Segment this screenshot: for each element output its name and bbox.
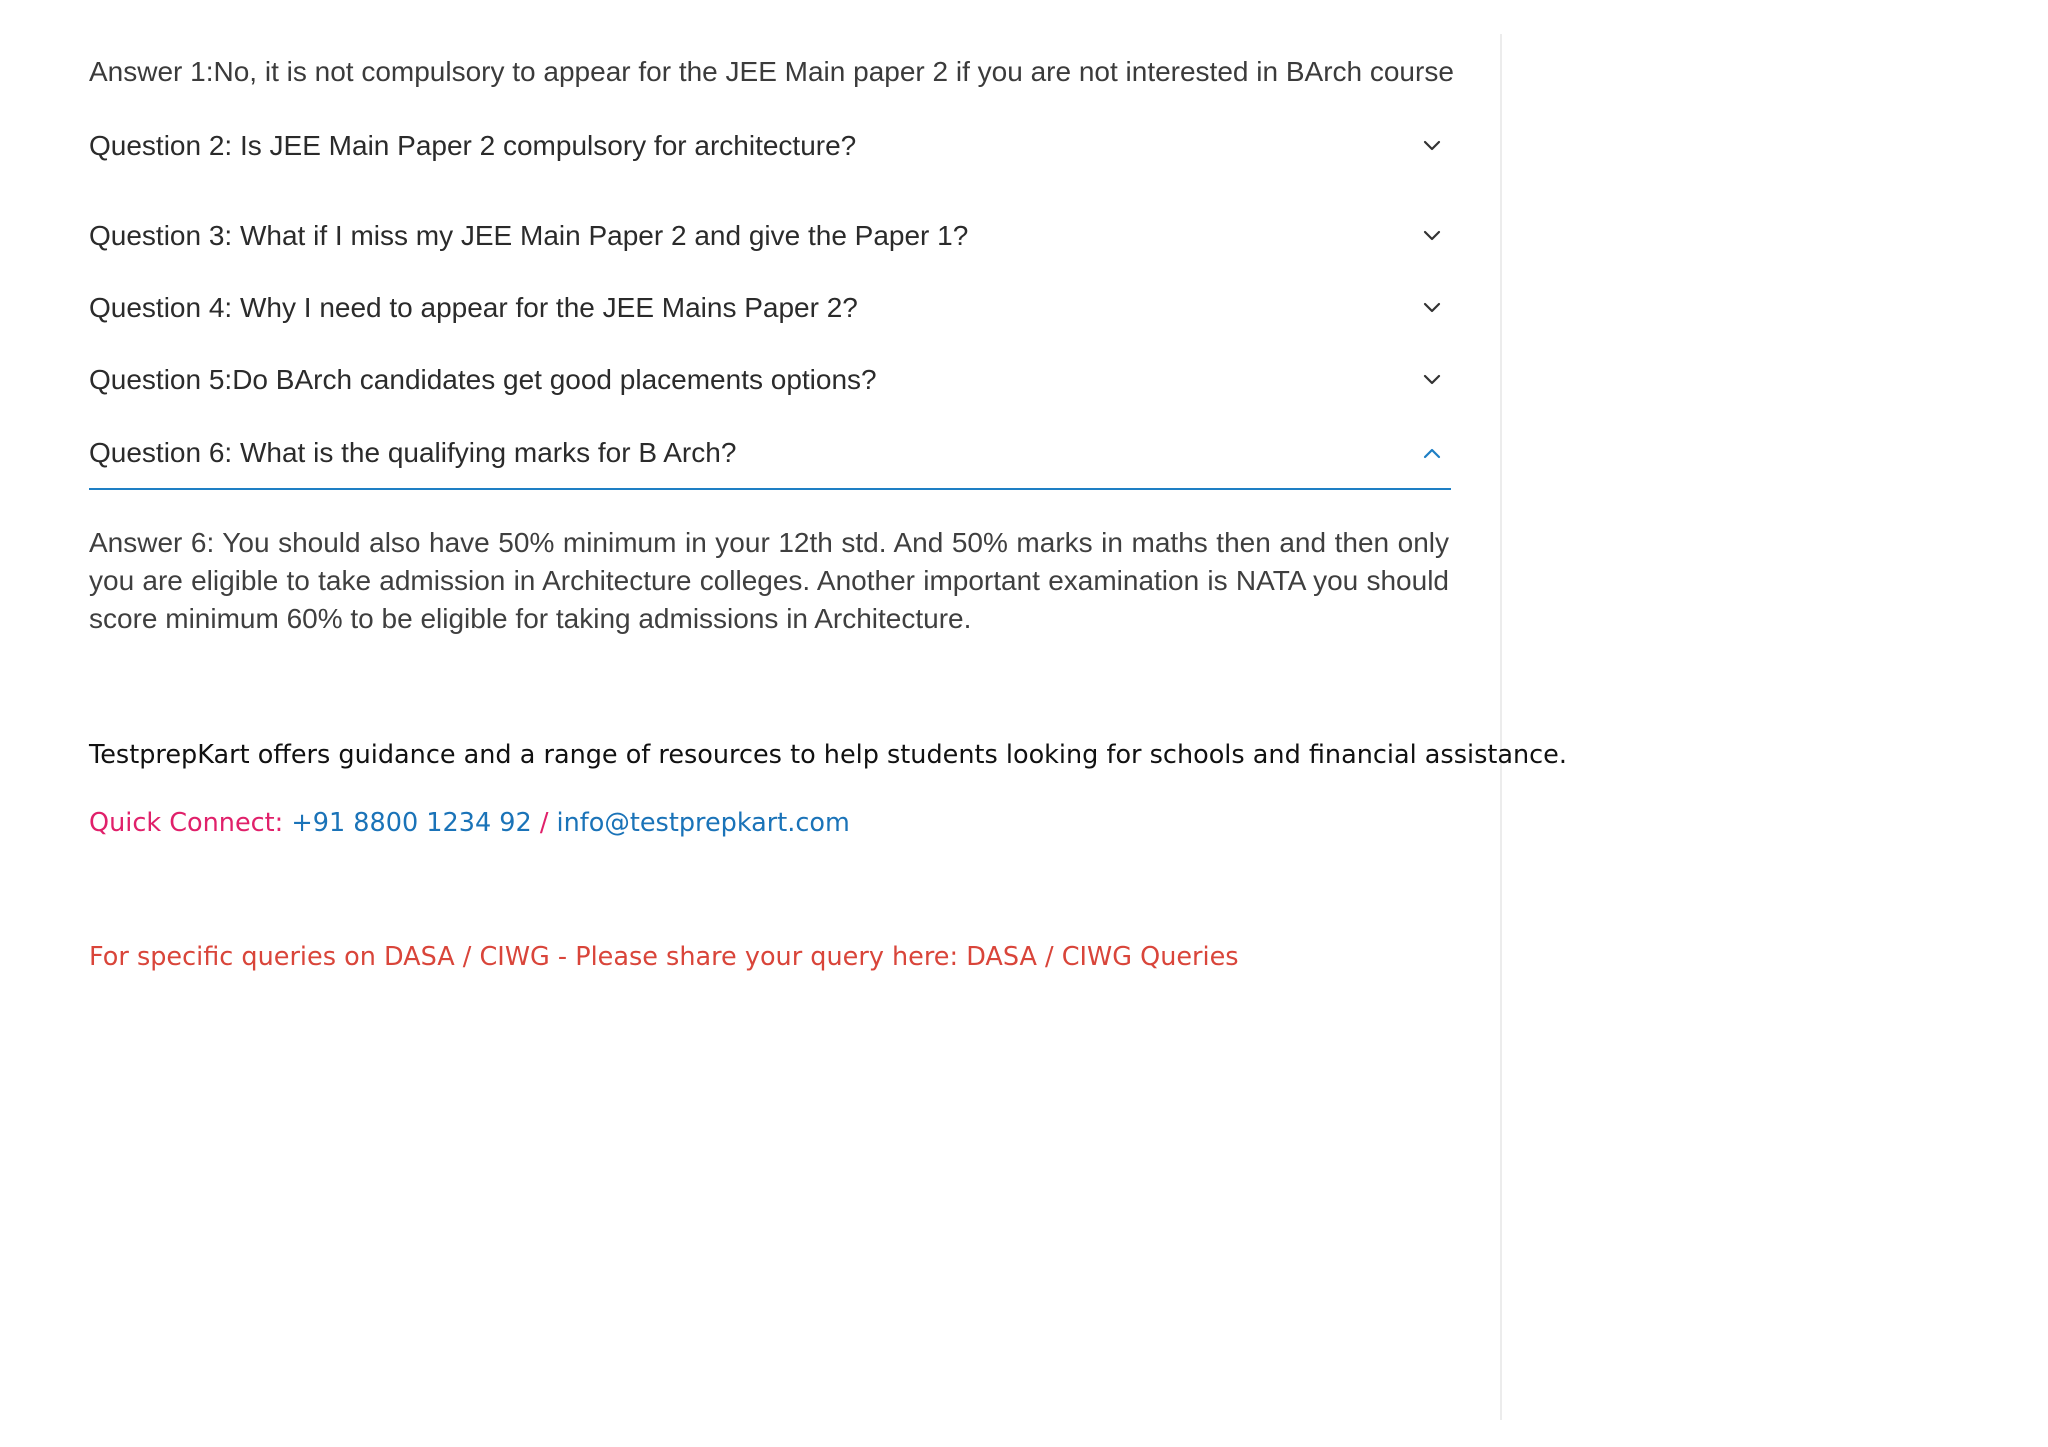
chevron-down-icon[interactable] xyxy=(1417,365,1447,395)
phone-link[interactable]: +91 8800 1234 92 xyxy=(291,808,532,838)
faq-question-2[interactable] xyxy=(89,126,1449,166)
dasa-query-prefix: For specific queries on DASA / CIWG - Please share your query here: xyxy=(89,942,959,972)
offer-text: TestprepKart offers guidance and a range of resources to help students looking for schools and financial assistance. xyxy=(89,740,1567,770)
dasa-query-line xyxy=(89,942,1239,972)
faq-question-3[interactable] xyxy=(89,216,1449,256)
dasa-query-link[interactable]: DASA / CIWG Queries xyxy=(966,942,1239,972)
faq-question-6[interactable] xyxy=(89,433,1449,473)
faq-active-underline xyxy=(89,488,1451,490)
email-link[interactable]: info@testprepkart.com xyxy=(556,808,850,838)
chevron-down-icon[interactable] xyxy=(1417,131,1447,161)
chevron-down-icon[interactable] xyxy=(1417,293,1447,323)
quick-connect-separator: / xyxy=(539,808,549,838)
faq-question-text: Question 3: What if I miss my JEE Main Paper 2 and give the Paper 1? xyxy=(89,220,969,251)
faq-question-text: Question 2: Is JEE Main Paper 2 compulsory for architecture? xyxy=(89,130,857,161)
faq-question-text: Question 6: What is the qualifying marks for B Arch? xyxy=(89,437,737,468)
faq-question-text: Question 5:Do BArch candidates get good placements options? xyxy=(89,364,877,395)
faq-question-text: Question 4: Why I need to appear for the JEE Mains Paper 2? xyxy=(89,292,858,323)
faq-answer-6: Answer 6: You should also have 50% minimum in your 12th std. And 50% marks in maths then and then only you are eligible to take admission in Architecture colleges. Another important examination is NATA you should score minimum 60% to be eligible for taking admissions in Architecture. xyxy=(89,527,1449,634)
sidebar-divider xyxy=(1500,34,1502,1420)
faq-answer-1: Answer 1:No, it is not compulsory to appear for the JEE Main paper 2 if you are not interested in BArch course xyxy=(89,56,1454,87)
chevron-up-icon[interactable] xyxy=(1417,438,1447,468)
faq-question-5[interactable] xyxy=(89,360,1449,400)
chevron-down-icon[interactable] xyxy=(1417,221,1447,251)
faq-question-4[interactable] xyxy=(89,288,1449,328)
quick-connect xyxy=(89,808,850,838)
quick-connect-label: Quick Connect: xyxy=(89,808,284,838)
